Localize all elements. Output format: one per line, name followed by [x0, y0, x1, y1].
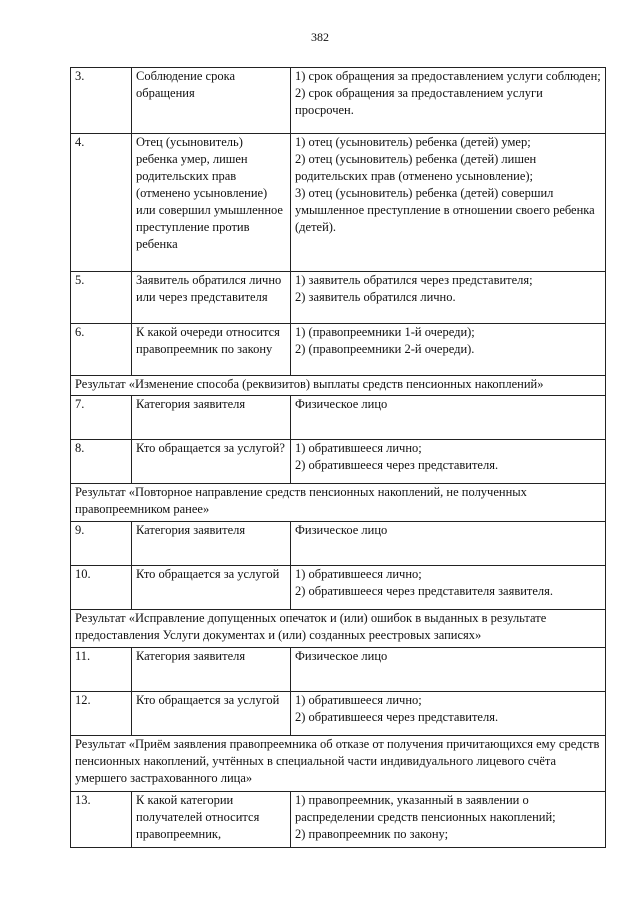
value-line: 2) отец (усыновитель) ребенка (детей) лишен родительских прав (отменено усыновление);: [295, 152, 537, 183]
row-number: 11.: [71, 648, 132, 692]
values-cell: [291, 692, 606, 736]
values-cell: Физическое лицо: [291, 522, 606, 566]
criterion-cell: Категория заявителя: [132, 522, 291, 566]
row-number: 5.: [71, 272, 132, 324]
values-cell: [291, 68, 606, 134]
values-cell: [291, 272, 606, 324]
result-heading: Результат «Повторное направление средств пенсионных накоплений, не полученных правопреемником ранее»: [71, 484, 606, 522]
value-line: 2) обратившееся через представителя.: [295, 458, 499, 472]
value-line: 1) обратившееся лично;: [295, 567, 422, 581]
table-row: [71, 272, 606, 324]
value-line: 1) обратившееся лично;: [295, 693, 422, 707]
criterion-cell: Кто обращается за услугой: [132, 566, 291, 610]
result-row: [71, 376, 606, 396]
table-row: [71, 68, 606, 134]
row-number: 12.: [71, 692, 132, 736]
row-number: 3.: [71, 68, 132, 134]
value-line: 2) обратившееся через представителя заявителя.: [295, 584, 554, 598]
table-row: [71, 692, 606, 736]
values-cell: [291, 134, 606, 272]
table-row: [71, 396, 606, 440]
value-line: 2) срок обращения за предоставлением услуги просрочен.: [295, 86, 543, 117]
criterion-cell: Отец (усыновитель) ребенка умер, лишен родительских прав (отменено усыновление) или совершил умышленное преступление против ребенка: [132, 134, 291, 272]
criterion-cell: К какой очереди относится правопреемник по закону: [132, 324, 291, 376]
result-row: [71, 484, 606, 522]
table-row: [71, 648, 606, 692]
criterion-cell: Категория заявителя: [132, 396, 291, 440]
table-row: [71, 566, 606, 610]
result-heading: Результат «Приём заявления правопреемника об отказе от получения причитающихся ему средств пенсионных накоплений, учтённых в специальной части индивидуального лицевого счёта умершего застрахованного лица»: [71, 736, 606, 792]
value-line: 2) (правопреемники 2-й очереди).: [295, 342, 475, 356]
criterion-cell: Кто обращается за услугой?: [132, 440, 291, 484]
result-heading: Результат «Исправление допущенных опечаток и (или) ошибок в выданных в результате предоставления Услуги документах и (или) созданных реестровых записях»: [71, 610, 606, 648]
result-heading: Результат «Изменение способа (реквизитов) выплаты средств пенсионных накоплений»: [71, 376, 606, 396]
values-cell: [291, 324, 606, 376]
row-number: 4.: [71, 134, 132, 272]
row-number: 13.: [71, 792, 132, 848]
value-line: 1) отец (усыновитель) ребенка (детей) умер;: [295, 135, 531, 149]
criterion-cell: Заявитель обратился лично или через представителя: [132, 272, 291, 324]
value-line: 2) правопреемник по закону;: [295, 827, 449, 841]
criterion-cell: К какой категории получателей относится правопреемник,: [132, 792, 291, 848]
values-cell: [291, 566, 606, 610]
table-row: [71, 440, 606, 484]
criterion-cell: Кто обращается за услугой: [132, 692, 291, 736]
page-number: 382: [311, 30, 329, 44]
value-line: 1) срок обращения за предоставлением услуги соблюден;: [295, 69, 601, 83]
result-row: [71, 736, 606, 792]
table-row: [71, 792, 606, 848]
row-number: 6.: [71, 324, 132, 376]
value-line: 2) заявитель обратился лично.: [295, 290, 456, 304]
table-row: [71, 324, 606, 376]
values-cell: [291, 792, 606, 848]
value-line: 3) отец (усыновитель) ребенка (детей) совершил умышленное преступление в отношении своего ребенка (детей).: [295, 186, 595, 234]
value-line: 1) (правопреемники 1-й очереди);: [295, 325, 475, 339]
result-row: [71, 610, 606, 648]
criterion-cell: Категория заявителя: [132, 648, 291, 692]
row-number: 8.: [71, 440, 132, 484]
values-cell: Физическое лицо: [291, 648, 606, 692]
value-line: 1) обратившееся лично;: [295, 441, 422, 455]
criteria-table: [70, 67, 606, 848]
value-line: 1) правопреемник, указанный в заявлении о распределении средств пенсионных накоплений;: [295, 793, 556, 824]
table-row: [71, 522, 606, 566]
row-number: 10.: [71, 566, 132, 610]
value-line: 2) обратившееся через представителя.: [295, 710, 499, 724]
row-number: 7.: [71, 396, 132, 440]
values-cell: [291, 440, 606, 484]
criterion-cell: Соблюдение срока обращения: [132, 68, 291, 134]
table-row: [71, 134, 606, 272]
value-line: 1) заявитель обратился через представителя;: [295, 273, 533, 287]
values-cell: Физическое лицо: [291, 396, 606, 440]
row-number: 9.: [71, 522, 132, 566]
